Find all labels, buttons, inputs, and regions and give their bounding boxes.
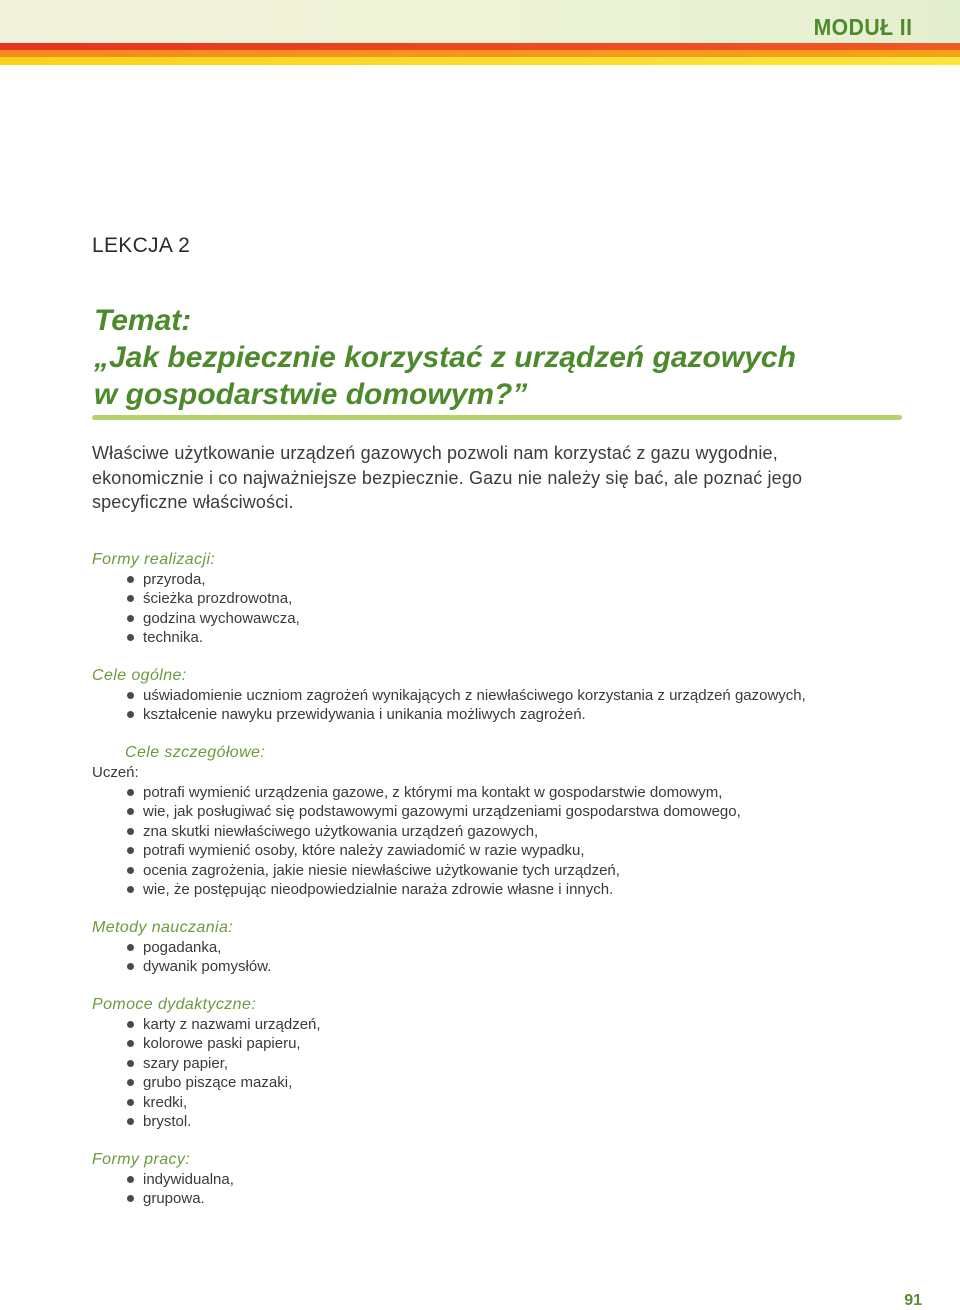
list-item: indywidualna, <box>126 1170 234 1189</box>
intro-line-3: specyficzne właściwości. <box>92 492 294 512</box>
list-item: ocenia zagrożenia, jakie niesie niewłaściwe użytkowanie tych urządzeń, <box>126 861 741 880</box>
forms-title: Formy realizacji: <box>92 551 216 568</box>
list-item: wie, że postępując nieodpowiedzialnie naraża zdrowie własne i innych. <box>126 880 741 899</box>
list-item: kredki, <box>126 1093 321 1112</box>
list-item: grubo piszące mazaki, <box>126 1073 321 1092</box>
header-stripe-yellow <box>0 57 960 65</box>
list-item: grupowa. <box>126 1189 234 1208</box>
list-item: wie, jak posługiwać się podstawowymi gazowymi urządzeniami gospodarstwa domowego, <box>126 802 741 821</box>
list-item: potrafi wymienić urządzenia gazowe, z którymi ma kontakt w gospodarstwie domowym, <box>126 783 741 802</box>
topic-underline <box>92 415 902 420</box>
specific-goals-list <box>126 783 741 899</box>
methods-list <box>126 938 271 977</box>
list-item: kolorowe paski papieru, <box>126 1034 321 1053</box>
aids-title: Pomoce dydaktyczne: <box>92 996 257 1013</box>
specific-goals-title: Cele szczegółowe: <box>125 744 266 761</box>
work-forms-title: Formy pracy: <box>92 1151 191 1168</box>
list-item: potrafi wymienić osoby, które należy zawiadomić w razie wypadku, <box>126 841 741 860</box>
topic-line-2: w gospodarstwie domowym?” <box>94 378 528 411</box>
methods-title: Metody nauczania: <box>92 919 234 936</box>
list-item: pogadanka, <box>126 938 271 957</box>
lesson-label: LEKCJA 2 <box>92 234 191 257</box>
list-item: ścieżka prozdrowotna, <box>126 589 300 608</box>
list-item: szary papier, <box>126 1054 321 1073</box>
aids-list <box>126 1015 321 1131</box>
list-item: godzina wychowawcza, <box>126 609 300 628</box>
list-item: przyroda, <box>126 570 300 589</box>
work-forms-list <box>126 1170 234 1209</box>
list-item: dywanik pomysłów. <box>126 957 271 976</box>
student-label: Uczeń: <box>92 764 139 781</box>
topic-line-1: „Jak bezpiecznie korzystać z urządzeń gazowych <box>94 341 796 374</box>
page-number: 91 <box>904 1292 922 1309</box>
list-item: karty z nazwami urządzeń, <box>126 1015 321 1034</box>
header-stripe-red <box>0 43 960 50</box>
forms-list <box>126 570 300 648</box>
list-item: technika. <box>126 628 300 647</box>
list-item: brystol. <box>126 1112 321 1131</box>
general-goals-title: Cele ogólne: <box>92 667 187 684</box>
topic-heading <box>94 302 914 413</box>
intro-line-1: Właściwe użytkowanie urządzeń gazowych pozwoli nam korzystać z gazu wygodnie, <box>92 443 778 463</box>
list-item: zna skutki niewłaściwego użytkowania urządzeń gazowych, <box>126 822 741 841</box>
intro-line-2: ekonomicznie i co najważniejsze bezpiecznie. Gazu nie należy się bać, ale poznać jego <box>92 467 803 488</box>
module-label: MODUŁ II <box>813 14 912 40</box>
list-item: kształcenie nawyku przewidywania i unikania możliwych zagrożeń. <box>126 705 806 724</box>
intro-paragraph <box>92 441 922 515</box>
header-stripe-orange <box>0 50 960 57</box>
list-item: uświadomienie uczniom zagrożeń wynikających z niewłaściwego korzystania z urządzeń gazowych, <box>126 686 806 705</box>
topic-label: Temat: <box>94 304 192 337</box>
general-goals-list <box>126 686 806 725</box>
